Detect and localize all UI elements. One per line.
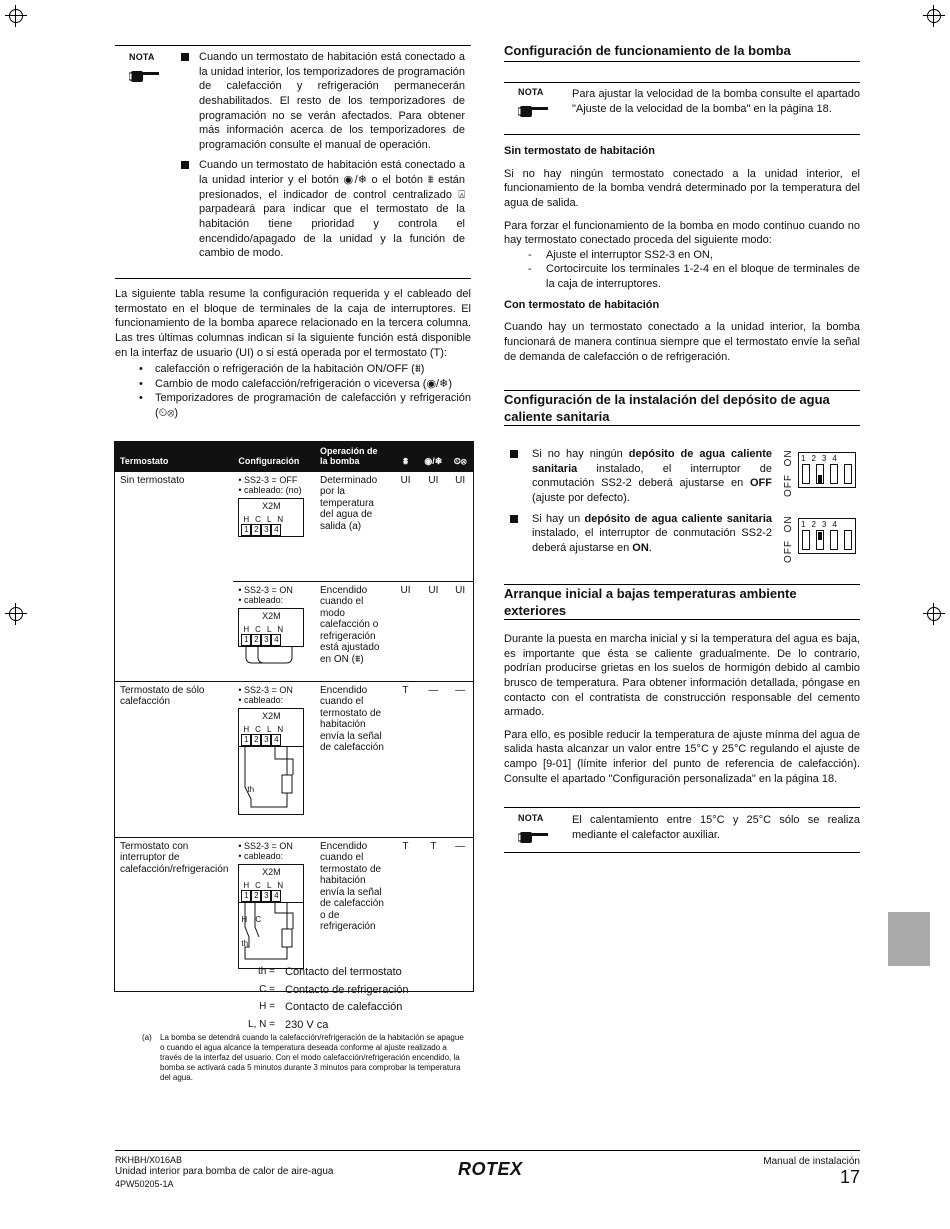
table-row: Termostato con interruptor de calefacción/refrigeración • SS2-3 = ON • cableado: X2M H C L N 1 2 3 4 H C th Encendido cuando el termostato de habitación envía la señal de calefacción o de refrigeración T T — [115, 837, 473, 991]
dash-item-1: - Ajuste el interruptor SS2-3 en ON, [528, 248, 860, 263]
footer-left: RKHBH/X016AB Unidad interior para bomba de calor de aire-agua 4PW50205-1A [115, 1155, 334, 1189]
table-header: Termostato Configuración Operación de la bomba ⩩ ◉/❄ ⏲⊗ [115, 442, 473, 471]
pump-note-box: NOTA Para ajustar la velocidad de la bomba consulte el apartado "Ajuste de la velocidad de la bomba" en la página 18. [504, 87, 860, 116]
note-bullet-1: Cuando un termostato de habitación está conectado a la unidad interior, los temporizadores de programación de calefacción y refrigeración permanecerán deshabilitados. El resto de los temporizadores de programación no se verán afectados. Para obtener más información acerca de los temporizadores de programación consulte el manual de operación. [181, 50, 465, 152]
startup-note-box: NOTA El calentamiento entre 15°C y 25°C sólo se realiza mediante el calefactor auxiliar. [504, 813, 860, 842]
jumper-wire-diagram [238, 647, 298, 665]
terminal-block-diagram: X2M H C L N 1 2 3 4 [238, 498, 304, 537]
dip-switch-off: 1 2 3 4 [798, 452, 856, 488]
rotex-logo: ROTEX [458, 1159, 523, 1179]
section-title-pump: Configuración de funcionamiento de la bomba [504, 43, 791, 58]
intro-item-2: • Cambio de modo calefacción/refrigeración o viceversa (◉/❄) [139, 377, 471, 392]
section-title-startup: Arranque inicial a bajas temperaturas ambiente exteriores [504, 586, 797, 618]
page-number: 17 [839, 1167, 860, 1188]
terminal-block-diagram: X2M H C L N 1 2 3 4 [238, 608, 304, 647]
pointing-hand-icon [518, 829, 550, 845]
section-title-dhw: Configuración de la instalación del depósito de agua caliente sanitaria [504, 392, 830, 424]
wiring-legend: th = Contacto del termostato C = Contacto de refrigeración H = Contacto de calefacción L, N = 230 V ca [248, 966, 409, 1031]
startup-body: Durante la puesta en marcha inicial y si la temperatura del agua es baja, es importante que ésta se caliente gradualmente. De lo contrario, podrían producirse grietas en los suelos de hormigón debido al cambio brusco de temperatura. Para obtener información detallada, póngase en contacto con el contratista de construcción responsable del cemento armado. Para ello, es posible reducir la temperatura de ajuste mínma del agua de salida hasta alcanzar un valor entre 15°C y 25°C regulando el ajuste de campo [9-01] (límite inferior del punto de referencia de calefacción). Consulte el apartado "Configuración personalizada" en la página 18. [504, 633, 860, 785]
dhw-bullet-off: Si no hay ningún depósito de agua caliente sanitaria instalado, el interruptor de conmutación SS2-2 deberá ajustarse en OFF (ajuste por defecto). [510, 447, 772, 506]
table-row: Termostato de sólo calefacción • SS2-3 = ON • cableado: X2M H C L N 1 2 3 4 th Encendido cuando el termostato de habitación envía la señal de calefacción T — — [115, 681, 473, 837]
note-bullet-2: Cuando un termostato de habitación está conectado a la unidad interior y el botón ◉/❄ o el botón ⩩ están presionados, el indicador de control centralizado ⍓ parpadeará para indicar que el termostato de la habitación tiene prioridad y controla el encendido/apagado de la unidad y la función de cambio de modo. [181, 158, 465, 260]
crop-mark-top-left [5, 5, 27, 27]
thermostat-config-table [115, 442, 473, 991]
heat-cool-thermostat-wiring [239, 903, 303, 967]
nota-label: NOTA [129, 52, 155, 62]
dhw-bullet-on: Si hay un depósito de agua caliente sanitaria instalado, el interruptor de conmutación SS2-2 deberá ajustarse en ON. [510, 512, 772, 556]
pump-config-body: Sin termostato de habitación Si no hay ningún termostato conectado a la unidad interior, el funcionamiento de la bomba vendrá determinado por la temperatura del agua de salida. Para forzar el funcionamiento de la bomba en modo continuo cuando no hay termostato conectado proceda del siguiente modo: - Ajuste el interruptor SS2-3 en ON, - Cortocircuite los terminales 1-2-4 en el bloque de terminales de la caja de interruptores. Con termostato de habitación Cuando hay un termostato conectado a la unidad interior, la bomba funcionará de manera continua siempre que el termostato envíe la señal de demanda de calefacción o de refrigeración. [504, 144, 860, 364]
pointing-hand-icon [518, 103, 550, 119]
terminal-block-diagram: X2M H C L N 1 2 3 4 [238, 708, 304, 747]
crop-mark-mid-left [5, 603, 27, 625]
table-row: • SS2-3 = ON • cableado: X2M H C L N 1 2 3 4 Encendido cuando el modo calefacción o refrigeración está ajustado en ON (⩩) UI UI UI [115, 581, 473, 681]
dip-switch-on: 1 2 3 4 [798, 518, 856, 554]
terminal-block-diagram: X2M H C L N 1 2 3 4 [238, 864, 304, 903]
intro-item-3: • Temporizadores de programación de calefacción y refrigeración (⏲⊗) [139, 391, 471, 420]
heating-thermostat-wiring [239, 747, 303, 813]
dash-item-2: - Cortocircuite los terminales 1-2-4 en el bloque de terminales de la caja de interruptores. [528, 262, 860, 291]
page-side-tab [888, 912, 930, 966]
table-row: Sin termostato • SS2-3 = OFF • cableado: (no) X2M H C L N 1 2 3 4 Determinado por la temperatura del agua de salida (a) UI UI UI [115, 471, 473, 581]
intro-paragraph: La siguiente tabla resume la configuración requerida y el cableado del termostato en el bloque de terminales de la caja de interruptores. El funcionamiento de la bomba aparece relacionado en la tercera columna. Las tres últimas columnas indican si la siguiente función está disponible en la interfaz de usuario (UI) o si está operada por el termostato (T): • calefacción o refrigeración de la habitación ON/OFF (⩩) • Cambio de modo calefacción/refrigeración o viceversa (◉/❄) • Temporizadores de programación de calefacción y refrigeración (⏲⊗) [115, 287, 471, 421]
switch-2-labels: OFF ON [783, 515, 794, 563]
crop-mark-top-right [923, 5, 945, 27]
footer-right: Manual de instalación 17 [700, 1155, 860, 1188]
table-footnote: (a) La bomba se detendrá cuando la calefacción/refrigeración de la habitación se apague o cuando el agua alcance la temperatura deseada conforme al ajuste realizado a través de la interfaz del usuario. Con el modo calefacción/refrigeración encendido, la bomba se activará cada 5 minutos durante 3 minutos para comprobar la temperatura del agua. [142, 1033, 464, 1082]
pointing-hand-icon [129, 68, 161, 84]
intro-item-1: • calefacción o refrigeración de la habitación ON/OFF (⩩) [139, 362, 471, 377]
crop-mark-mid-right [923, 603, 945, 625]
dhw-bullets [510, 447, 772, 561]
switch-1-labels: OFF ON [783, 449, 794, 497]
